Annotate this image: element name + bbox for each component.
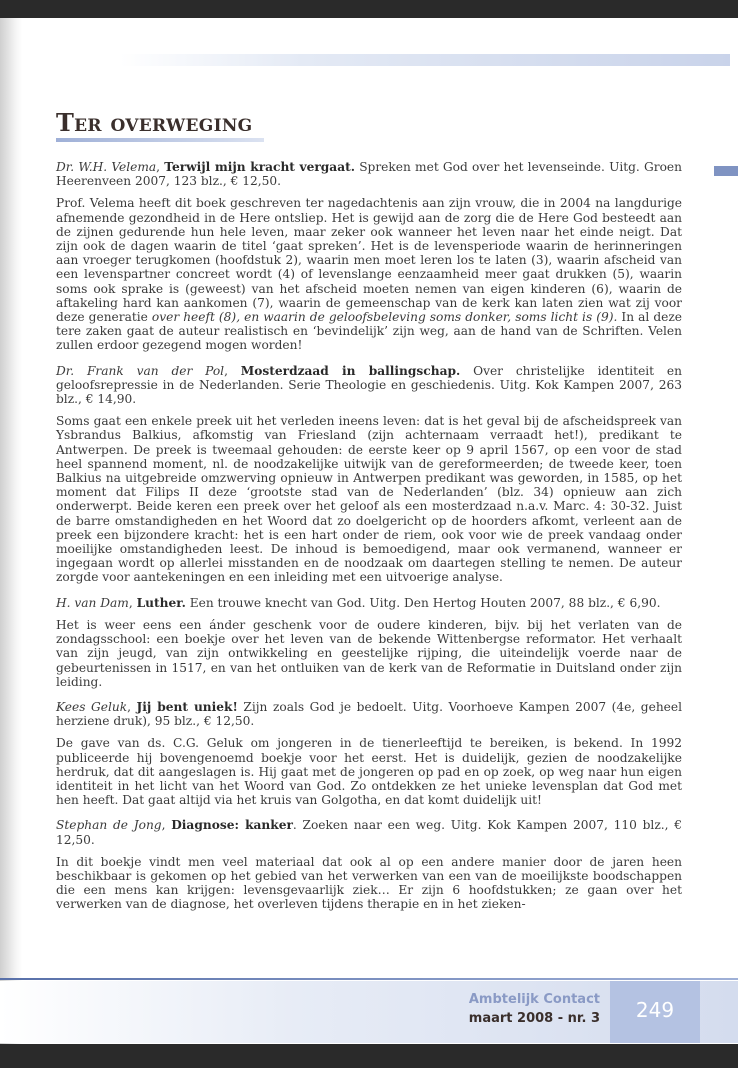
header-color-band — [120, 54, 730, 66]
review-text: In dit boekje vindt men veel materiaal dat ook al op een andere manier door de jaren heen beschikbaar is gekomen op het gebied van het verwerken van een van de moeilijkste boodschappen die een mens kan krijgen: levensgevaarlijk ziek… Er zijn 6 hoofdstukken; ze gaan over het verwerken van de diagnose, het overleven tijdens therapie en in het zieken- — [56, 854, 682, 912]
review-text: In al deze tere zaken gaat de auteur realistisch en ‘bevindelijk’ zijn weg, aan de hand van de Schriften. Velen zullen erdoor gezegend mogen worden! — [56, 310, 682, 353]
review-text-italic: over heeft (8), en waarin de geloofsbeleving soms donker, soms licht is (9). — [151, 310, 618, 325]
review-text: Het is weer eens een ánder geschenk voor de oudere kinderen, bijv. bij het verlaten van de zondagsschool: een boekje over het leven van de bekende Wittenbergse reformator. Het verhaalt van zijn jeugd, van zijn ontwikkeling en geestelijke rijping, die uiteindelijk voerde naar de gebeurtenissen in 1517, en van het ontluiken van de kerk van de Reformatie in Duitsland onder zijn leiding. — [56, 617, 682, 689]
page-number: 249 — [635, 998, 675, 1022]
title-underline — [56, 138, 264, 142]
book-review-text — [56, 196, 682, 352]
magazine-name: Ambtelijk Contact — [468, 992, 600, 1007]
book-reference: Kees Geluk, Jij bent uniek! Zijn zoals God je bedoelt. Uitg. Voorhoeve Kampen 2007 (4e, geheel herziene druk), 95 blz., € 12,50. — [56, 699, 682, 729]
book-author: Stephan de Jong — [56, 818, 162, 833]
book-reference: Dr. W.H. Velema, Terwijl mijn kracht vergaat. Spreken met God over het levenseinde. Uitg. Groen Heerenveen 2007, 123 blz., € 12,50. — [56, 160, 682, 189]
page-title: Ter overweging — [56, 108, 253, 137]
book-title: Diagnose: kanker — [171, 818, 293, 833]
reviews-column — [56, 160, 682, 923]
review-text: Prof. Velema heeft dit boek geschreven ter nagedachtenis aan zijn vrouw, die in 2004 na langdurige afnemende gezondheid in de Here ontsliep. Het is gewijd aan de zorg die de Here God besteedt aan de zijnen gedurende hun hele leven, maar zeker ook wanneer het leven naar het einde neigt. Dat zijn ook de dagen waarin de titel ‘gaat spreken’. Het is de levensperiode waarin de herinneringen aan vroeger terugkomen (hoofdstuk 2), waarin men moet leren los te laten (3), waarin afscheid van een levenspartner concreet wordt (4) of levenslange eenzaamheid meer gaat drukken (5), waarin soms ook sprake is (geweest) van het afscheid moeten nemen van eigen kinderen (6), waarin de aftakeling hard kan aankomen (7), waarin de gemeenschap van de kerk kan laten zien wat zij voor deze generatie — [56, 196, 682, 325]
book-review-text — [56, 618, 682, 689]
book-title: Jij bent uniek! — [136, 699, 238, 714]
footer-rule — [0, 978, 738, 980]
review-text: De gave van ds. C.G. Geluk om jongeren in de tienerleeftijd te bereiken, is bekend. In 1992 publiceerde hij bovengenoemd boekje voor het eerst. Het is duidelijk, gezien de noodzakelijke herdruk, dat dit aangeslagen is. Hij gaat met de jongeren op pad en op zoek, op weg naar hun eigen identiteit in het licht van het Woord van God. Zo ontdekken ze het unieke levensplan dat God met hen heeft. Dat gaat altijd via het kruis van Golgotha, en dat komt duidelijk uit! — [56, 736, 682, 808]
book-details: Spreken met God over het levenseinde. Uitg. Groen Heerenveen 2007, 123 blz., € 12,50. — [56, 160, 682, 189]
footer-masthead — [469, 992, 600, 1026]
book-author: H. van Dam — [56, 595, 129, 610]
book-title: Mosterdzaad in ballingschap. — [240, 363, 461, 378]
book-review-text — [56, 855, 682, 912]
book-details: Een trouwe knecht van God. Uitg. Den Hertog Houten 2007, 88 blz., € 6,90. — [185, 595, 661, 610]
book-details: Over christelijke identiteit en geloofsrepressie in de Nederlanden. Serie Theologie en geschiedenis. Uitg. Kok Kampen 2007, 263 blz., € 14,90. — [56, 363, 682, 407]
book-reference: H. van Dam, Luther. Een trouwe knecht van God. Uitg. Den Hertog Houten 2007, 88 blz., € 6,90. — [56, 595, 661, 610]
section-side-tab — [714, 166, 738, 176]
book-author: Dr. Frank van der Pol — [56, 363, 225, 378]
page-gutter-shadow — [0, 18, 22, 1044]
issue-label: maart 2008 - nr. 3 — [468, 1011, 600, 1026]
book-review-text — [56, 414, 682, 584]
review-text: Soms gaat een enkele preek uit het verleden ineens leven: dat is het geval bij de afscheidspreek van Ysbrandus Balkius, afkomstig van Friesland (zijn achternaam verraadt het!), predikant te Antwerpen. De preek is tweemaal gehouden: de eerste keer op 9 april 1567, op een voor de stad heel spannend moment, nl. de noodzakelijke uitwijk van de gereformeerden; de tweede keer, toen Balkius na uitgebreide omzwerving opnieuw in Antwerpen predikant was geworden, in 1585, op het moment dat Filips II deze ‘grootste stad van de Nederlanden’ (blz. 34) opnieuw aan zich onderwerpt. Beide keren een preek over het geloof als een mosterdzaad n.a.v. Marc. 4: 30-32. Juist de barre omstandigheden en het Woord dat zo doelgericht op de hoorders afkomt, verleent aan de preek een bijzondere kracht: het is een hart onder de riem, ook voor wie de preek vandaag onder moeilijke omstandigheden leest. De inhoud is bemoedigend, maar ook vermanend, wanneer er ingegaan wordt op allerlei misstanden en de noodzaak om daartegen stelling te nemen. De auteur zorgde voor aantekeningen en een inleiding met een uitvoerige analyse. — [56, 414, 682, 585]
book-author: Kees Geluk — [56, 699, 128, 714]
magazine-page — [0, 18, 738, 1044]
book-title: Terwijl mijn kracht vergaat. — [164, 160, 355, 174]
book-reference: Stephan de Jong, Diagnose: kanker. Zoeken naar een weg. Uitg. Kok Kampen 2007, 110 blz., € 12,50. — [56, 818, 682, 847]
book-reference: Dr. Frank van der Pol, Mosterdzaad in ballingschap. Over christelijke identiteit en geloofsrepressie in de Nederlanden. Serie Theologie en geschiedenis. Uitg. Kok Kampen 2007, 263 blz., € 14,90. — [56, 363, 682, 407]
book-review-text — [56, 736, 682, 807]
book-title: Luther. — [136, 595, 186, 610]
book-details: Zijn zoals God je bedoelt. Uitg. Voorhoeve Kampen 2007 (4e, geheel herziene druk), 95 blz., € 12,50. — [56, 699, 682, 729]
book-details: . Zoeken naar een weg. Uitg. Kok Kampen 2007, 110 blz., € 12,50. — [56, 818, 682, 847]
book-author: Dr. W.H. Velema — [56, 160, 157, 174]
